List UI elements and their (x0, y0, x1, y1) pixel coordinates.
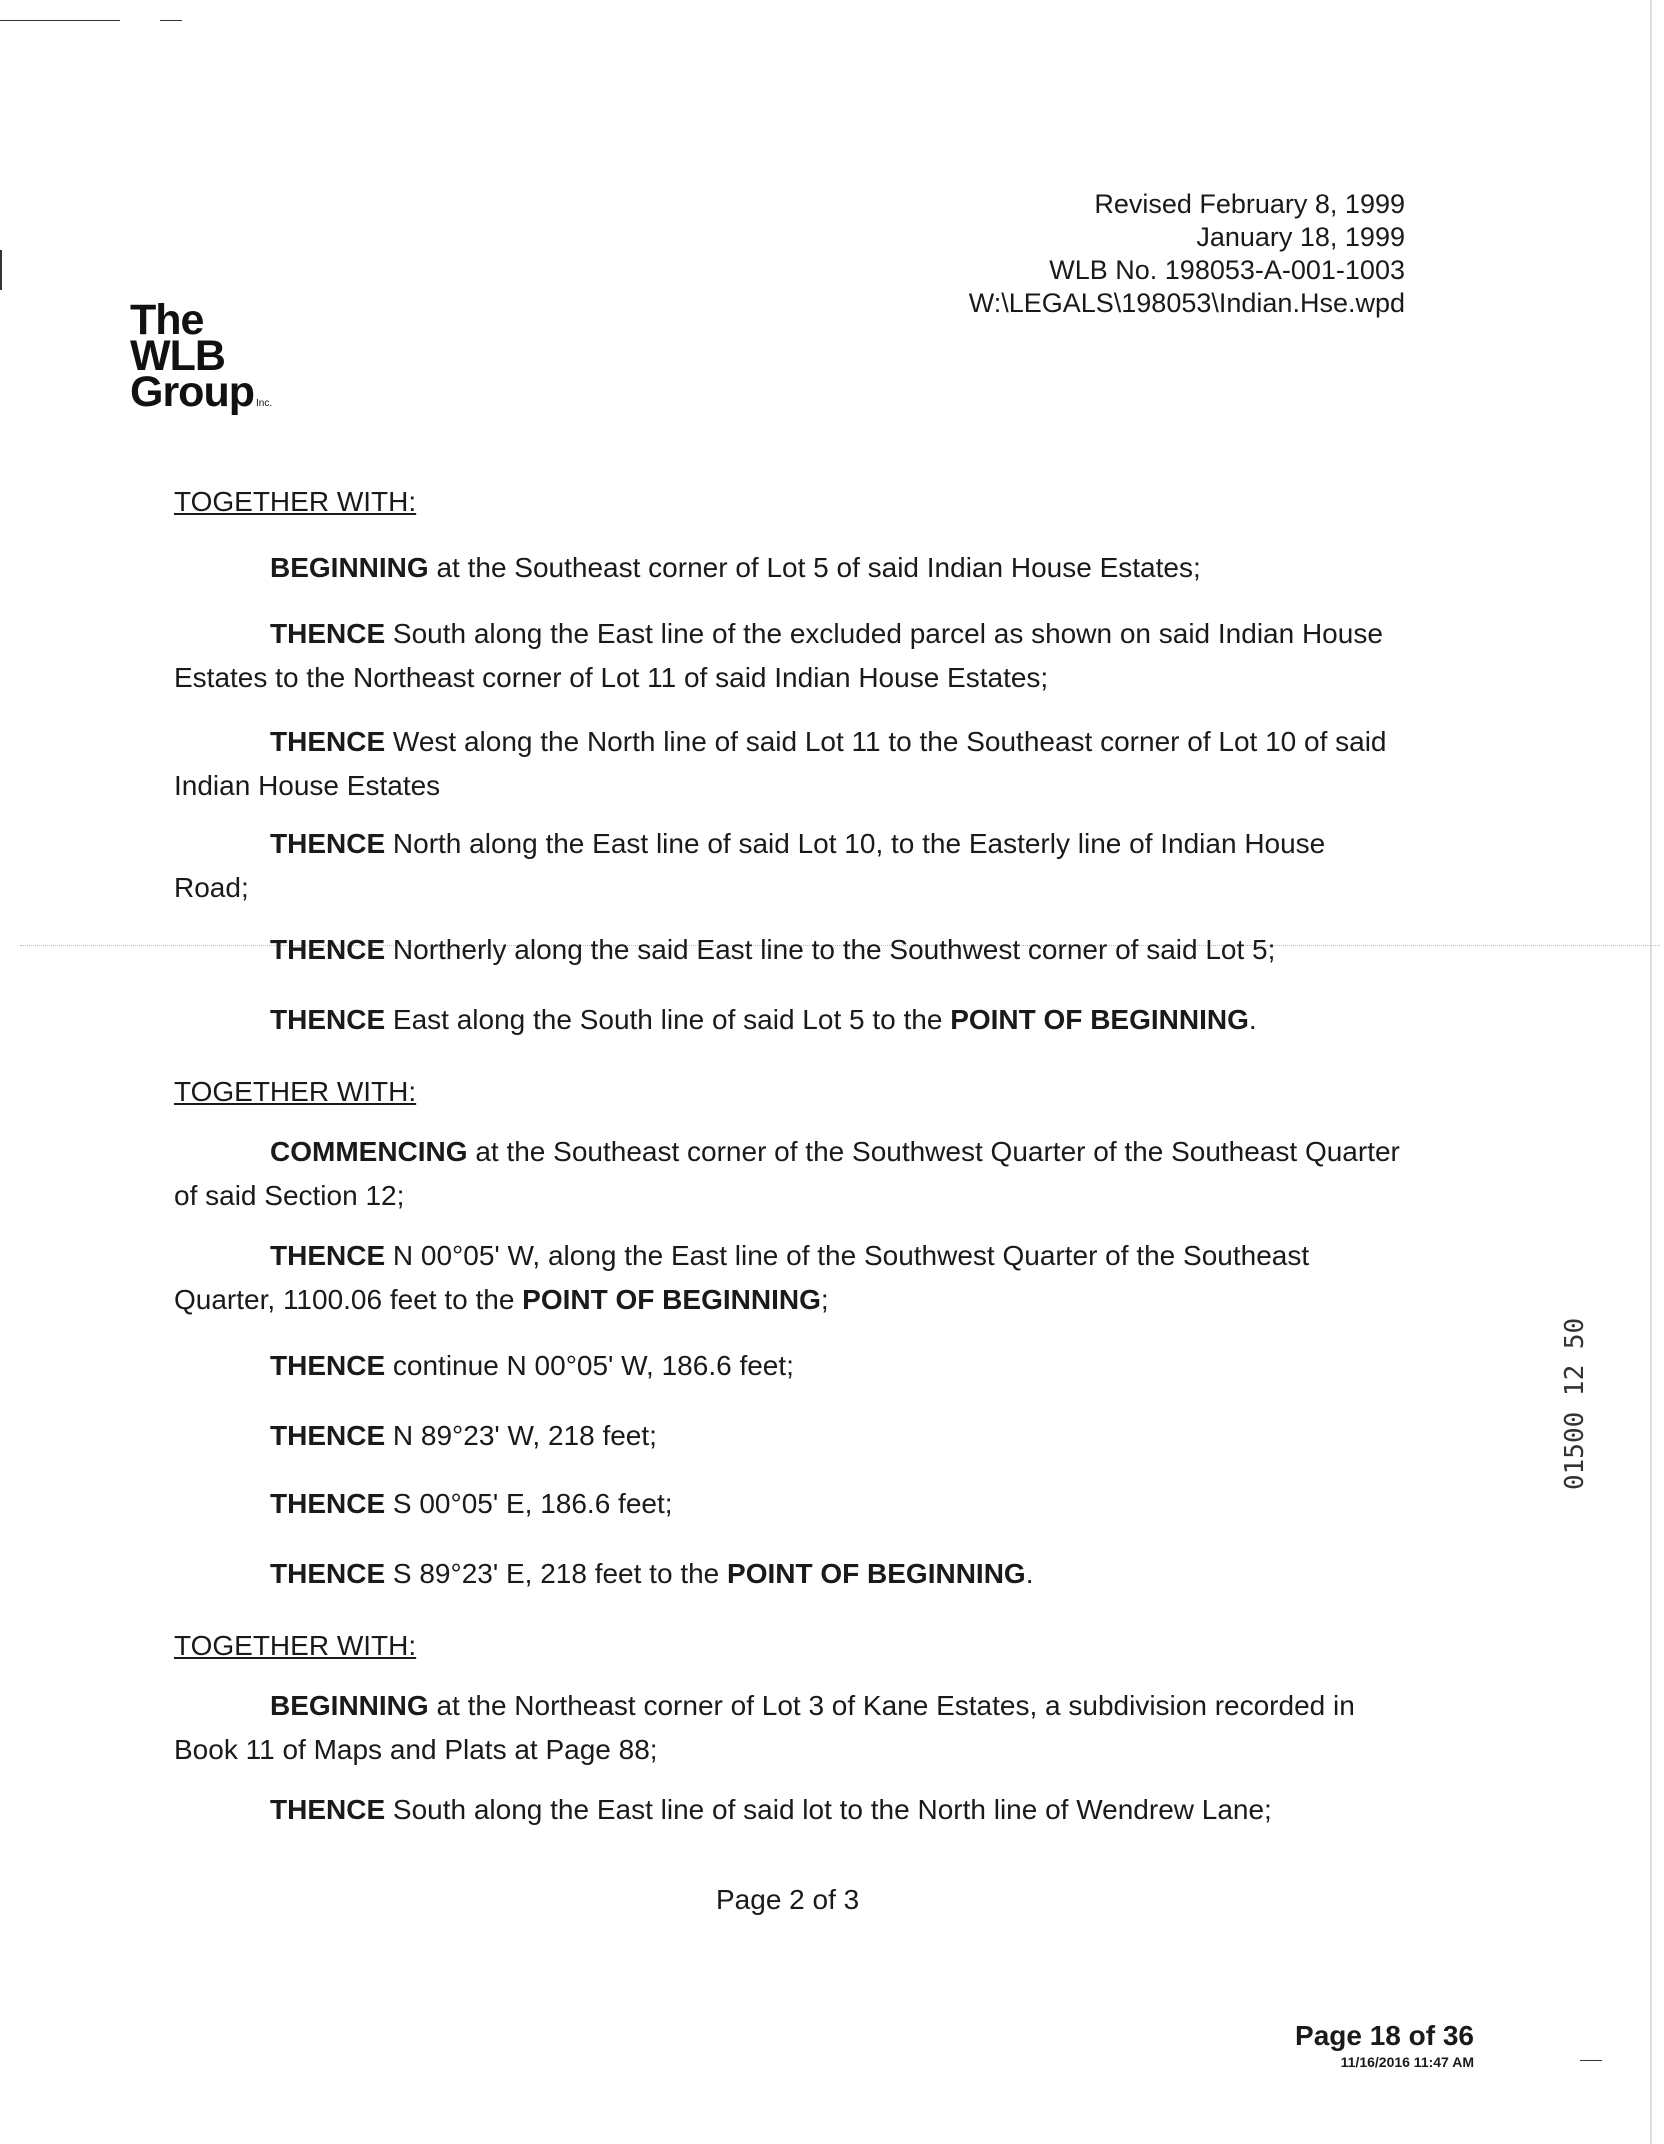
scan-page-edge (1650, 0, 1652, 2144)
header-wlb-number: WLB No. 198053-A-001-1003 (1049, 255, 1405, 285)
logo-line-3: Group Inc. (130, 368, 273, 416)
legal-paragraph: THENCE South along the East line of the excluded parcel as shown on said Indian House Estates to the Northeast corner of Lot 11 of said Indian House Estates; (174, 618, 1383, 693)
legal-paragraph: BEGINNING at the Northeast corner of Lot 3 of Kane Estates, a subdivision recorded in Book 11 of Maps and Plats at Page 88; (174, 1690, 1355, 1765)
recording-page-stamp: Page 18 of 36 (1295, 2020, 1474, 2051)
section-heading: TOGETHER WITH: (174, 1630, 417, 1661)
header-file-path: W:\LEGALS\198053\Indian.Hse.wpd (968, 288, 1405, 318)
section-heading: TOGETHER WITH: (174, 1076, 417, 1107)
header-date: January 18, 1999 (1196, 222, 1405, 252)
company-logo (130, 296, 273, 422)
legal-paragraph: THENCE continue N 00°05' W, 186.6 feet; (270, 1350, 794, 1381)
logo-line-1: The (130, 296, 204, 344)
header-revised: Revised February 8, 1999 (1094, 189, 1405, 219)
section-heading: TOGETHER WITH: (174, 486, 417, 517)
legal-paragraph: THENCE West along the North line of said Lot 11 to the Southeast corner of Lot 10 of said Indian House Estates (174, 726, 1387, 801)
page-number: Page 2 of 3 (716, 1884, 860, 1915)
scan-mark-line (0, 20, 120, 21)
logo-line-2: WLB (130, 332, 225, 380)
legal-paragraph: THENCE East along the South line of said Lot 5 to the POINT OF BEGINNING. (270, 1004, 1257, 1035)
legal-paragraph: THENCE S 00°05' E, 186.6 feet; (270, 1488, 673, 1519)
legal-paragraph: THENCE N 00°05' W, along the East line of the Southwest Quarter of the Southeast Quarter, 1100.06 feet to the POINT OF BEGINNING; (174, 1240, 1310, 1315)
logo-suffix: Inc. (255, 398, 273, 409)
legal-paragraph: THENCE Northerly along the said East line to the Southwest corner of said Lot 5; (270, 934, 1276, 965)
legal-paragraph: THENCE S 89°23' E, 218 feet to the POINT OF BEGINNING. (270, 1558, 1034, 1589)
legal-paragraph: THENCE North along the East line of said Lot 10, to the Easterly line of Indian House Road; (174, 828, 1326, 903)
vertical-recording-number: 01500 12 50 (1560, 1317, 1590, 1490)
scan-margin-mark (0, 250, 2, 290)
legal-paragraph: BEGINNING at the Southeast corner of Lot 5 of said Indian House Estates; (270, 552, 1201, 583)
recording-datetime-stamp: 11/16/2016 11:47 AM (1340, 2054, 1474, 2070)
legal-paragraph: THENCE South along the East line of said lot to the North line of Wendrew Lane; (270, 1794, 1272, 1825)
legal-paragraph: COMMENCING at the Southeast corner of the Southwest Quarter of the Southeast Quarter of said Section 12; (174, 1136, 1400, 1211)
legal-paragraph: THENCE N 89°23' W, 218 feet; (270, 1420, 657, 1451)
scan-mark-line (160, 20, 182, 21)
scan-mark-line (1580, 2060, 1602, 2061)
